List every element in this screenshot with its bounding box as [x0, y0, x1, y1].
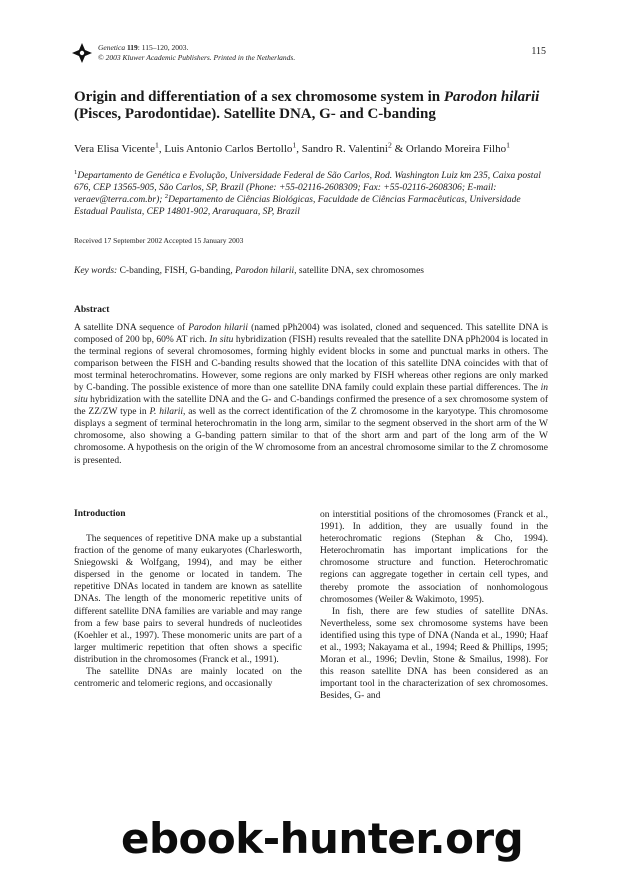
received-dates: Received 17 September 2002 Accepted 15 January 2003: [74, 236, 244, 245]
title-species: Parodon hilarii: [443, 89, 540, 105]
journal-line: [98, 43, 295, 53]
affiliation-marker: 2: [387, 140, 392, 150]
author-name: , Luis Antonio Carlos Bertollo: [158, 143, 293, 155]
abstract-text: (named pPh2004) was isolated, cloned and sequenced. This satellite DNA is composed of 200 bp, 60% AT rich.: [74, 323, 548, 346]
abstract-text: , as well as the correct identification of the Z chromosome in the karyotype. This chromosome displays a segment of terminal heterochromatin in the long arm, similar to the segment observed in the short arm of the W chromosome, also showing a G-banding pattern similar to that of the short arm and part of the long arm of the W chromosome. A hypothesis on the origin of the W chromosome from an ancestral chromosome similar to the Z chromosome is presented.: [74, 407, 548, 466]
abstract-text: hybridization with the satellite DNA and the G- and C-bandings confirmed the presence of a sex chromosome system of the ZZ/ZW type in: [74, 395, 548, 418]
affiliation-text: Departamento de Genética e Evolução, Universidade Federal de São Carlos, Rod. Washington Luiz km 235, Caixa postal 676, CEP 13565-905, São Carlos, SP, Brazil (Phone: +55-02116-2608309; Fax: +55-02116-2608306; E-mail: veraev@terra.com.br);: [74, 171, 541, 205]
article-title: [74, 89, 554, 123]
publisher-line: © 2003 Kluwer Academic Publishers. Printed in the Netherlands.: [98, 53, 296, 62]
abstract-italic: Parodon hilarii: [188, 323, 248, 333]
keywords-text: C-banding, FISH, G-banding,: [117, 266, 236, 276]
affiliation-marker: 1: [506, 140, 510, 150]
affiliations: [74, 170, 548, 218]
affiliation-marker: 1: [292, 140, 297, 150]
abstract-text: hybridization (FISH) results revealed that the satellite DNA pPh2004 is located in the terminal regions of several chromosomes, forming highly evident blocks in some and punctual marks in others. The comparison between the FISH and C-banding results showed that the location of this satellite DNA coincides with that of most terminal heterochromatins. However, some regions are only marked by FISH whereas other regions are only marked by C-banding. The possible existence of more than one satellite DNA family could explain these partial differences. The: [74, 335, 549, 394]
abstract-italic: in situ: [74, 383, 548, 406]
title-part: (Pisces, Parodontidae). Satellite DNA, G- and C-banding: [74, 106, 436, 122]
abstract-italic: P. hilarii: [149, 407, 183, 418]
affiliation-marker: 1: [155, 140, 159, 150]
abstract-body: [74, 322, 548, 467]
abstract-italic: In situ: [209, 335, 234, 346]
keywords: [74, 266, 548, 276]
affiliation-marker: 1: [74, 168, 78, 176]
publisher-logo-icon: [72, 43, 92, 63]
left-column: [74, 533, 302, 690]
paragraph: The satellite DNAs are mainly located on the centromeric and telomeric regions, and occasionally: [74, 667, 302, 690]
journal-volume: 119: [126, 43, 138, 52]
title-part: Origin and differentiation of a sex chromosome system in: [74, 89, 444, 105]
author-name: , Sandro R. Valentini: [296, 143, 388, 155]
introduction-heading: Introduction: [74, 509, 126, 519]
author-list: [74, 140, 548, 156]
paragraph: The sequences of repetitive DNA make up a substantial fraction of the genome of many eukaryotes (Charlesworth, Sniegowski & Wolfgang, 1994), and may be either dispersed in the genome or located in tandem. The repetitive DNAs located in tandem are known as satellite DNAs. The length of the monomeric repetitive units of different satellite DNA families are variable and may range from a few base pairs to several hundreds of nucleotides (Koehler et al., 1997). These monomeric units are part of a larger multimeric repetition that often shows a specific distribution in the chromosomes (Franck et al., 1991).: [74, 534, 302, 665]
abstract-heading: Abstract: [74, 305, 110, 315]
right-column: [320, 509, 548, 703]
journal-citation: [98, 43, 295, 63]
keywords-label: Key words:: [74, 266, 118, 276]
keywords-species: Parodon hilarii: [235, 266, 295, 276]
abstract-text: A satellite DNA sequence of: [74, 323, 189, 333]
journal-pages: : 115–120, 2003.: [137, 43, 189, 52]
affiliation-marker: 2: [164, 192, 169, 200]
watermark: ebook-hunter.org: [121, 814, 524, 863]
page-number: 115: [531, 46, 546, 57]
paragraph: on interstitial positions of the chromosomes (Franck et al., 1991). In addition, they are usually found in the heterochromatic regions (Stephan & Cho, 1994). Heterochromatin has important implications for the chromosome structure and function. Heterochromatic regions can aggregate together in certain cell types, and thereby promote the association of nonhomologous chromosomes (Weiler & Wakimoto, 1995).: [320, 510, 548, 605]
author-name: Vera Elisa Vicente: [74, 143, 155, 155]
affiliation-text: Departamento de Ciências Biológicas, Faculdade de Ciências Farmacêuticas, Universidade Estadual Paulista, CEP 14801-902, Araraquara, SP, Brazil: [74, 195, 521, 217]
keywords-text: , satellite DNA, sex chromosomes: [294, 266, 424, 276]
journal-name: Genetica: [98, 43, 126, 52]
author-name: & Orlando Moreira Filho: [391, 143, 507, 155]
paragraph: In fish, there are few studies of satellite DNAs. Nevertheless, some sex chromosome systems have been identified using this type of DNA (Nanda et al., 1990; Haaf et al., 1993; Nakayama et al., 1994; Reed & Phillips, 1995; Moran et al., 1996; Devlin, Stone & Smailus, 1998). For this reason satellite DNA has been considered as an important tool in the characterization of sex chromosomes. Besides, G- and: [320, 606, 548, 702]
